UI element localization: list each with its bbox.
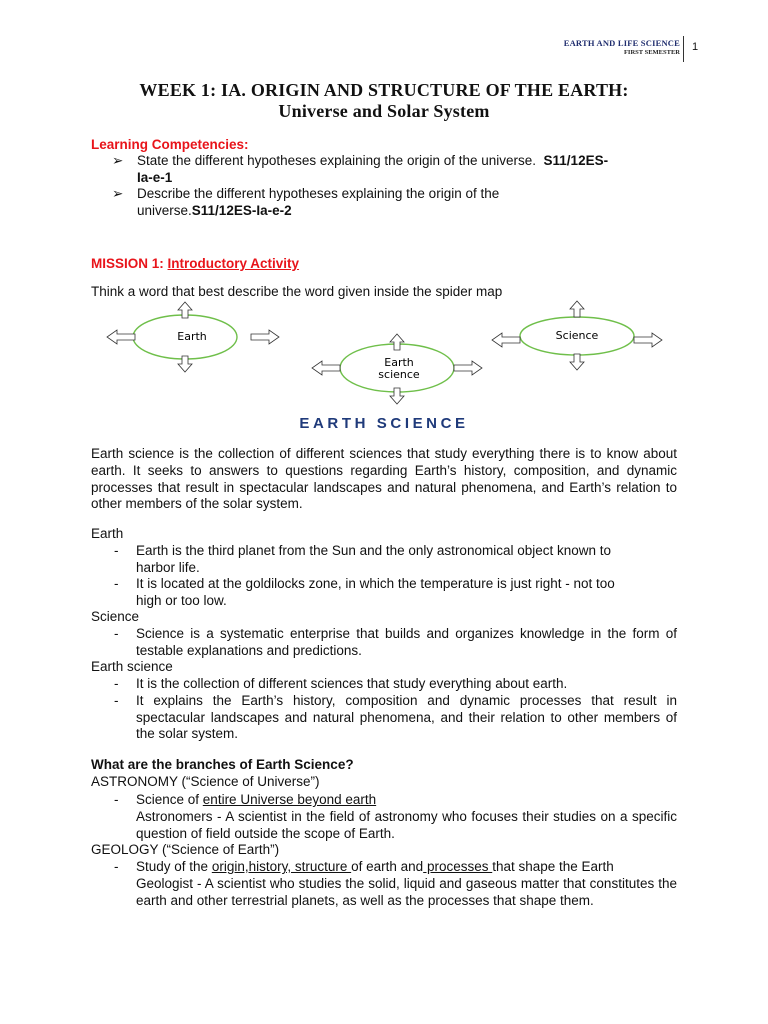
earth-science-point-1: It is the collection of different sciences that study everything about earth. <box>136 676 568 691</box>
dash-marker: - <box>114 792 119 807</box>
arrow-right-icon <box>454 361 482 375</box>
arrow-left-icon <box>492 333 520 347</box>
term-earth-science: Earth science <box>91 659 173 674</box>
branches-question: What are the branches of Earth Science? <box>91 757 354 772</box>
astronomy-desc: Science of entire Universe beyond earth <box>136 792 377 807</box>
earth-point-1: Earth is the third planet from the Sun and the only astronomical object known to harbor life. <box>136 543 612 575</box>
dash-marker: - <box>114 693 119 708</box>
node-science-label: Science <box>555 329 599 342</box>
bullet-arrow-icon: ➢ <box>112 186 124 201</box>
spider-node-earth <box>107 302 279 372</box>
geology-desc: Study of the origin,history, structure of earth and processes that shape the Earth <box>136 859 614 874</box>
branch-astronomy: ASTRONOMY (“Science of Universe”) <box>91 774 320 789</box>
term-science: Science <box>91 609 140 624</box>
section-heading: EARTH SCIENCE <box>299 415 469 432</box>
dash-marker: - <box>114 543 119 558</box>
arrow-right-icon <box>634 333 662 347</box>
title-line-2: Universe and Solar System <box>278 101 490 121</box>
dash-marker: - <box>114 859 119 874</box>
spider-node-science <box>492 301 662 370</box>
node-earth-science-line1: Earth <box>384 356 414 369</box>
science-point-1: Science is a systematic enterprise that builds and organizes knowledge in the form of testable explanations and predictions. <box>136 626 677 658</box>
arrow-up-icon <box>570 301 584 317</box>
dash-marker: - <box>114 676 119 691</box>
competency-item-2: Describe the different hypotheses explaining the origin of the universe.S11/12ES-Ia-e-2 <box>137 186 500 218</box>
mission-heading: MISSION 1: Introductory Activity <box>91 256 300 271</box>
earth-science-point-2: It explains the Earth’s history, composition and dynamic processes that result in spectacular landscapes and natural phenomena, and their relation to other members of the solar system. <box>136 693 677 742</box>
arrow-left-icon <box>312 361 340 375</box>
dash-marker: - <box>114 626 119 641</box>
node-earth-label: Earth <box>177 330 207 343</box>
mission-instruction: Think a word that best describe the word given inside the spider map <box>91 284 503 299</box>
intro-paragraph: Earth science is the collection of different sciences that study everything there is to know about earth. It seeks to answers to questions regarding Earth’s history, composition, and dynamic processes that result in spectacular landscapes and natural phenomena, and Earth’s relation to other members of the solar system. <box>91 446 677 512</box>
astronomer-desc: Astronomers - A scientist in the field of astronomy who focuses their studies on a specific question of field outside the scope of Earth. <box>136 809 677 841</box>
competency-item-1: State the different hypotheses explaining the origin of the universe. S11/12ES- Ia-e-1 <box>137 153 609 185</box>
term-earth: Earth <box>91 526 124 541</box>
geologist-desc: Geologist - A scientist who studies the solid, liquid and gaseous matter that constitutes the earth and other terrestrial planets, as well as the processes that shape them. <box>136 876 677 908</box>
arrow-down-icon <box>570 354 584 370</box>
header-subject: EARTH AND LIFE SCIENCE <box>563 38 680 48</box>
dash-marker: - <box>114 576 119 591</box>
spider-node-earth-science <box>312 334 482 404</box>
earth-point-2: It is located at the goldilocks zone, in which the temperature is just right - not too high or too low. <box>136 576 615 608</box>
header-semester: FIRST SEMESTER <box>623 49 680 56</box>
arrow-right-icon <box>251 330 279 344</box>
branch-geology: GEOLOGY (“Science of Earth”) <box>91 842 280 857</box>
bullet-arrow-icon: ➢ <box>112 153 124 168</box>
arrow-left-icon <box>107 330 135 344</box>
page-number: 1 <box>692 41 699 53</box>
title-line-1: WEEK 1: IA. ORIGIN AND STRUCTURE OF THE EARTH: <box>139 80 629 100</box>
node-earth-science-line2: science <box>378 368 420 381</box>
competencies-heading: Learning Competencies: <box>91 137 249 152</box>
